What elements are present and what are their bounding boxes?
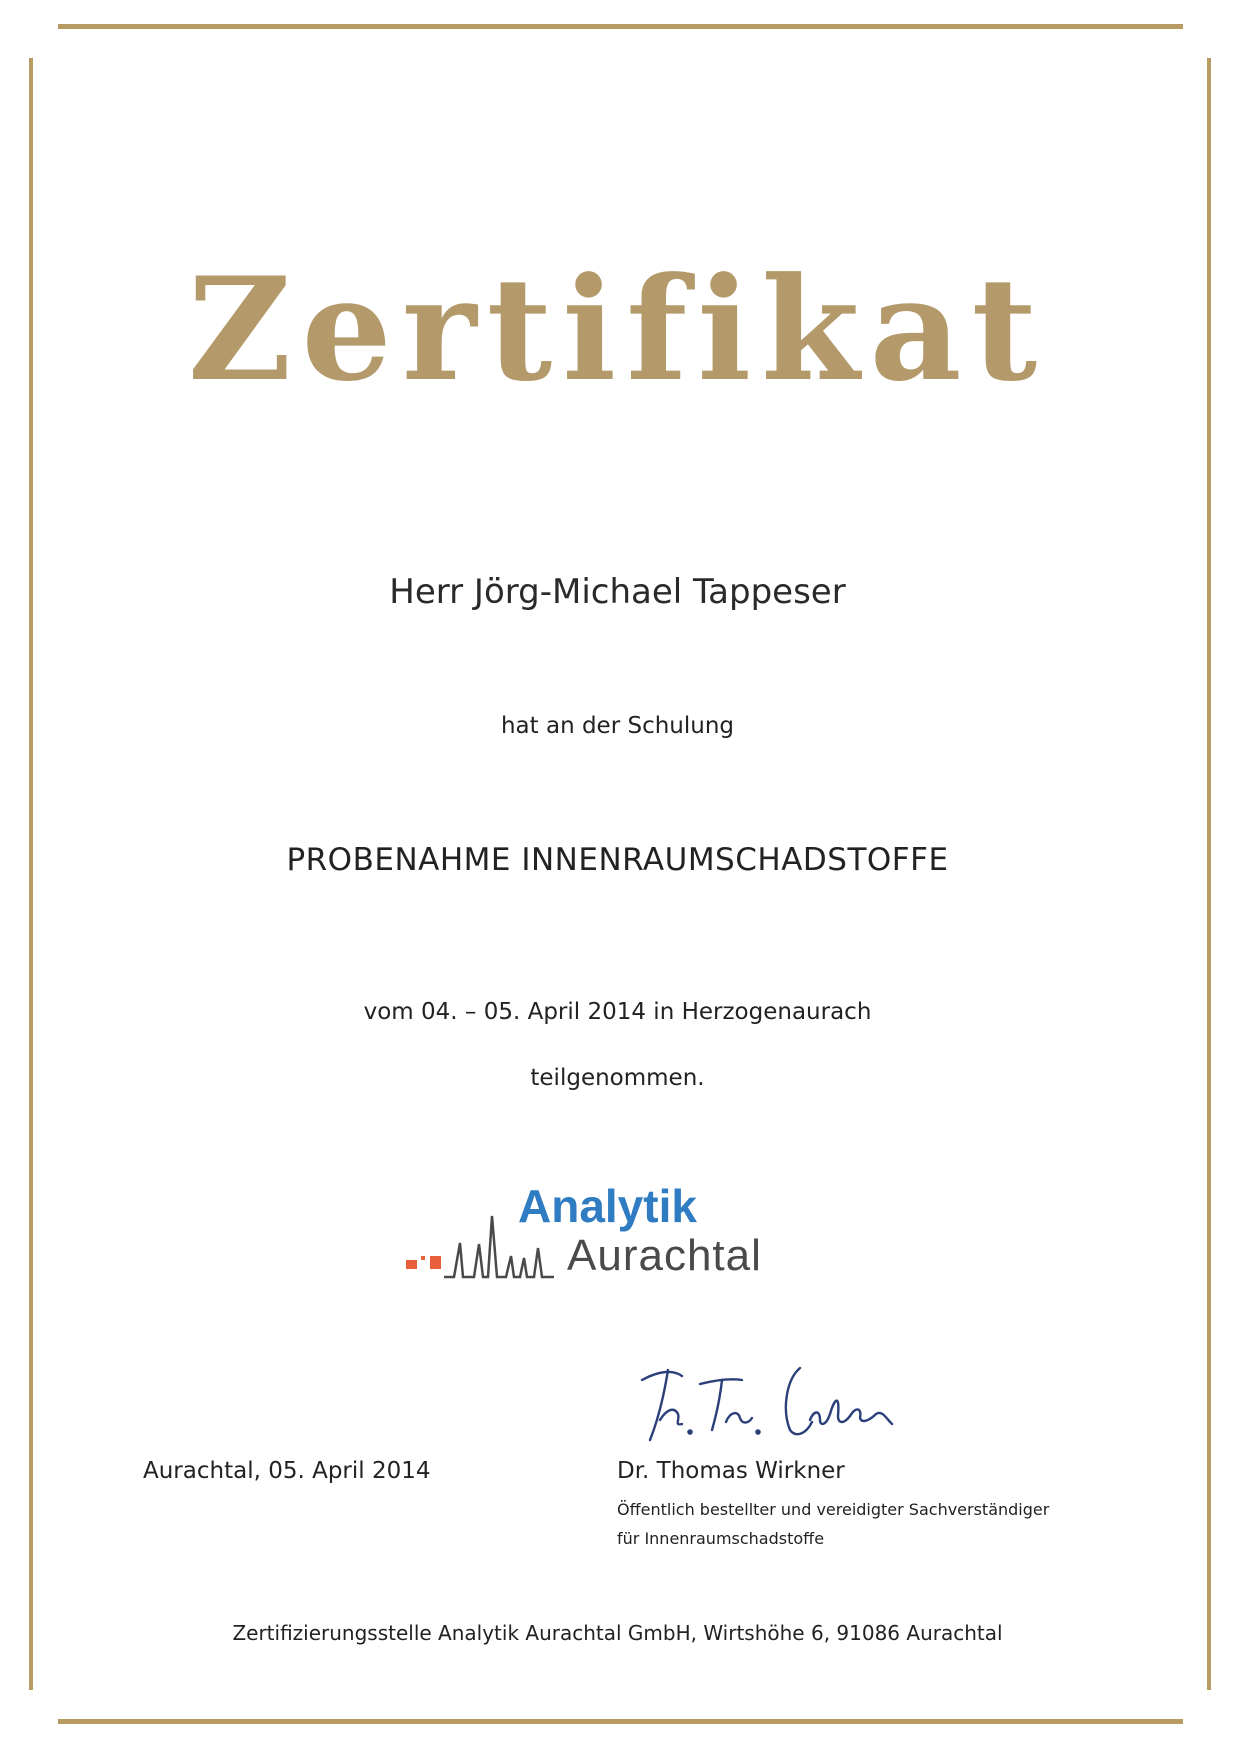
frame-bottom-line [58,1719,1183,1724]
course-title: PROBENAHME INNENRAUMSCHADSTOFFE [286,842,949,878]
place-and-date: Aurachtal, 05. April 2014 [143,1458,431,1484]
certificate-title: Zertifikat [187,247,1048,413]
signer-role-line2: für Innenraumschadstoffe [617,1529,825,1548]
signature-icon [630,1340,910,1450]
intro-text: hat an der Schulung [500,713,735,739]
company-logo [400,1180,840,1292]
course-dates: vom 04. – 05. April 2014 in Herzogenaurach [363,999,872,1025]
recipient-name: Herr Jörg-Michael Tappeser [389,572,846,612]
signer-name: Dr. Thomas Wirkner [617,1458,845,1484]
signer-role-line1: Öffentlich bestellter und vereidigter Sachverständiger [617,1500,1050,1519]
logo-wordmark-aurachtal: Aurachtal [567,1231,762,1280]
logo-wordmark-analytik: Analytik [518,1180,697,1232]
completion-text: teilgenommen. [530,1065,705,1091]
issuer-address-footer: Zertifizierungsstelle Analytik Aurachtal GmbH, Wirtshöhe 6, 91086 Aurachtal [232,1621,1003,1645]
frame-top-line [58,24,1183,29]
